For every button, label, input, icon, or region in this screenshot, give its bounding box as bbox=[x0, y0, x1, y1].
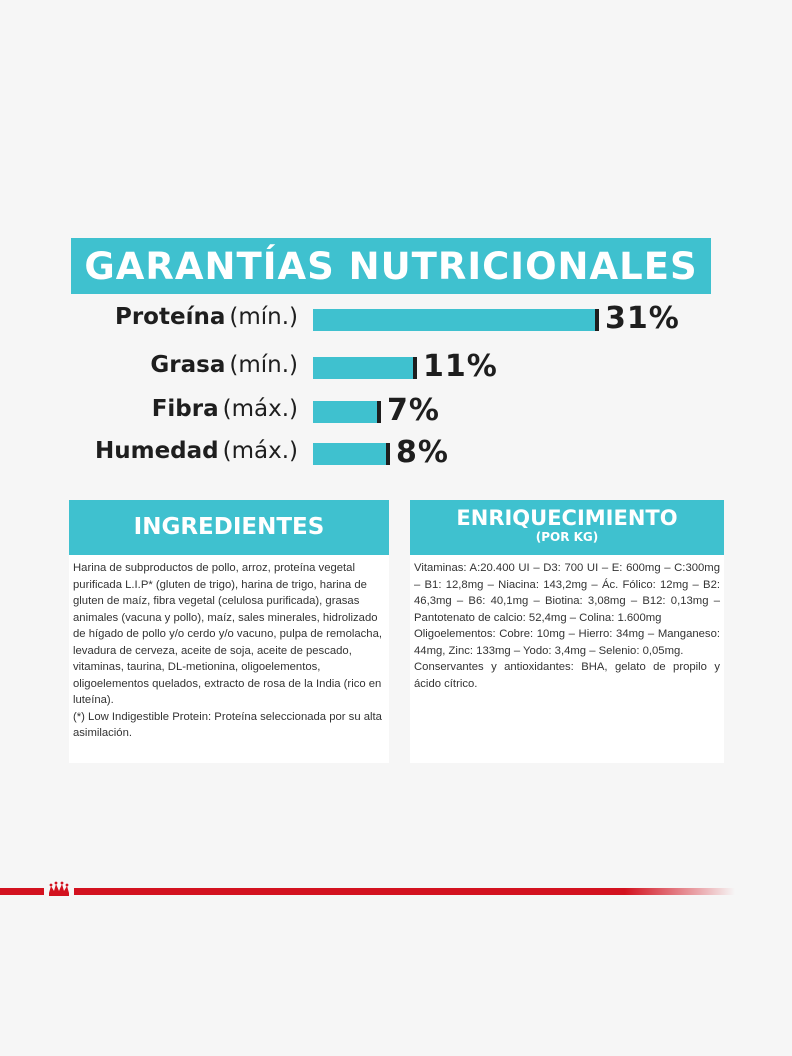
guarantee-value: 31% bbox=[605, 301, 680, 336]
guarantee-bar bbox=[313, 357, 417, 379]
guarantee-qualifier: (máx.) bbox=[222, 396, 298, 422]
ingredients-heading bbox=[69, 500, 389, 555]
guarantee-row bbox=[0, 392, 792, 432]
enrichment-preservatives: Conservantes y antioxidantes: BHA, gelato de propilo y ácido cítrico. bbox=[414, 661, 720, 690]
ingredients-text: Harina de subproductos de pollo, arroz, proteína vegetal purificada L.I.P* (gluten de trigo), harina de trigo, harina de gluten de maíz, fibra vegetal (celulosa purificada), grasas animales (vacuna y pollo), maíz, sales minerales, hidrolizado de hígado de pollo y/o cerdo y/o vacuno, pulpa de remolacha, levadura de cerveza, aceite de soja, aceite de pescado, vitaminas, taurina, DL-metionina, oligoelementos, oligoelementos quelados, extracto de rosa de la India (rico en luteína). bbox=[73, 562, 382, 706]
ingredients-note: (*) Low Indigestible Protein: Proteína seleccionada por su alta asimilación. bbox=[73, 710, 382, 739]
enrichment-panel bbox=[410, 555, 724, 763]
guarantee-qualifier: (mín.) bbox=[229, 352, 298, 378]
guarantee-bar bbox=[313, 443, 390, 465]
enrichment-trace-elements: Oligoelementos: Cobre: 10mg – Hierro: 34mg – Manganeso: 44mg, Zinc: 133mg – Yodo: 3,4mg – Selenio: 0,05mg. bbox=[414, 628, 720, 657]
guarantee-row bbox=[0, 300, 792, 340]
guarantee-qualifier: (mín.) bbox=[229, 304, 298, 330]
guarantee-label bbox=[115, 304, 298, 330]
guarantee-label bbox=[150, 352, 298, 378]
guarantee-label bbox=[95, 438, 298, 464]
guarantee-bar bbox=[313, 401, 381, 423]
brand-red-line bbox=[0, 888, 735, 895]
ingredients-heading-text: INGREDIENTES bbox=[133, 514, 325, 540]
enrichment-subheading: (POR KG) bbox=[535, 530, 599, 544]
guarantee-name: Grasa bbox=[150, 352, 226, 378]
guarantee-value: 11% bbox=[423, 349, 498, 384]
title-banner bbox=[71, 238, 711, 294]
page-title: GARANTÍAS NUTRICIONALES bbox=[84, 244, 698, 288]
guarantee-value: 8% bbox=[396, 435, 449, 470]
crown-logo-icon bbox=[44, 880, 74, 902]
enrichment-heading bbox=[410, 500, 724, 555]
guarantee-name: Proteína bbox=[114, 304, 226, 330]
guarantee-row bbox=[0, 348, 792, 388]
guarantee-value: 7% bbox=[387, 393, 440, 428]
guarantee-bar bbox=[313, 309, 599, 331]
guarantee-name: Fibra bbox=[151, 396, 219, 422]
ingredients-panel bbox=[69, 555, 389, 763]
guarantee-name: Humedad bbox=[94, 438, 219, 464]
guarantee-row bbox=[0, 434, 792, 474]
guarantee-qualifier: (máx.) bbox=[222, 438, 298, 464]
guarantee-label bbox=[152, 396, 298, 422]
enrichment-heading-text: ENRIQUECIMIENTO bbox=[456, 506, 678, 530]
enrichment-vitamins: Vitaminas: A:20.400 UI – D3: 700 UI – E: 600mg – C:300mg – B1: 12,8mg – Niacina: 143,2mg – Ác. Fólico: 12mg – B2: 46,3mg – B6: 40,1mg – Biotina: 3,08mg – B12: 0,13mg – Pantotenato de calcio: 52,4mg – Colina: 1.600mg bbox=[414, 562, 720, 624]
